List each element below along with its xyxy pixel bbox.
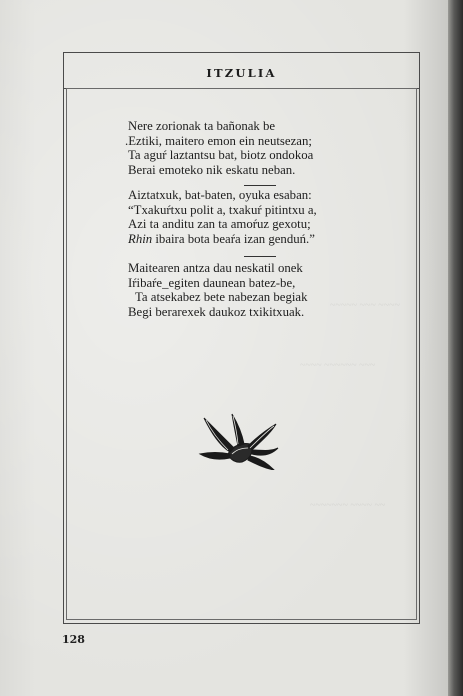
verse-line: Aiztatxuk, bat-baten, oyuka esaban: [128,188,312,202]
verse-line: “Txakuŕtxu polit a, txakuŕ pitintxu a, [128,202,317,217]
verse-line [128,232,317,247]
bleed-through-text: ~~~~~ ~~~ ~~~~ [330,300,400,311]
verse-line: Maitearen antza dau neskatil onek [128,261,303,275]
stanza-separator [244,256,276,257]
italic-word: Rhin [128,231,153,246]
verse-line: Ta aguŕ laztantsu bat, biotz ondokoa [128,148,314,163]
verse-line: Azi ta anditu zan ta amoŕuz gexotu; [128,217,311,232]
verse-line: .Eztiki, maitero emon ein neutsezan; [125,133,312,148]
verse-line: Begi berarexek daukoz txikitxuak. [128,304,305,319]
bleed-through-text: ~~~~~~~ ~~~~ ~~ [310,500,386,511]
verse-line: Nere zorionak ta bañonak be [128,119,276,133]
stanza-1 [125,119,314,177]
leaf-ornament-icon [198,410,280,470]
verse-line-rest: ibaira bota beaŕa izan genduń.” [152,231,315,246]
stanza-3 [128,261,307,319]
page-edge-shadow [448,0,463,696]
stanza-separator [244,185,276,186]
verse-line: Ta atsekabez bete nabezan begiak [135,290,308,305]
verse-line: Iŕibaŕe_egiten daunean batez-be, [128,275,296,290]
page-title: ITZULIA [206,66,277,80]
bleed-through-text: ~~~~ ~~~~~~ ~~~ [300,360,376,371]
verse-line: Berai emoteko nik eskatu neban. [128,162,296,177]
page-number: 128 [62,633,85,646]
stanza-2 [128,188,317,246]
